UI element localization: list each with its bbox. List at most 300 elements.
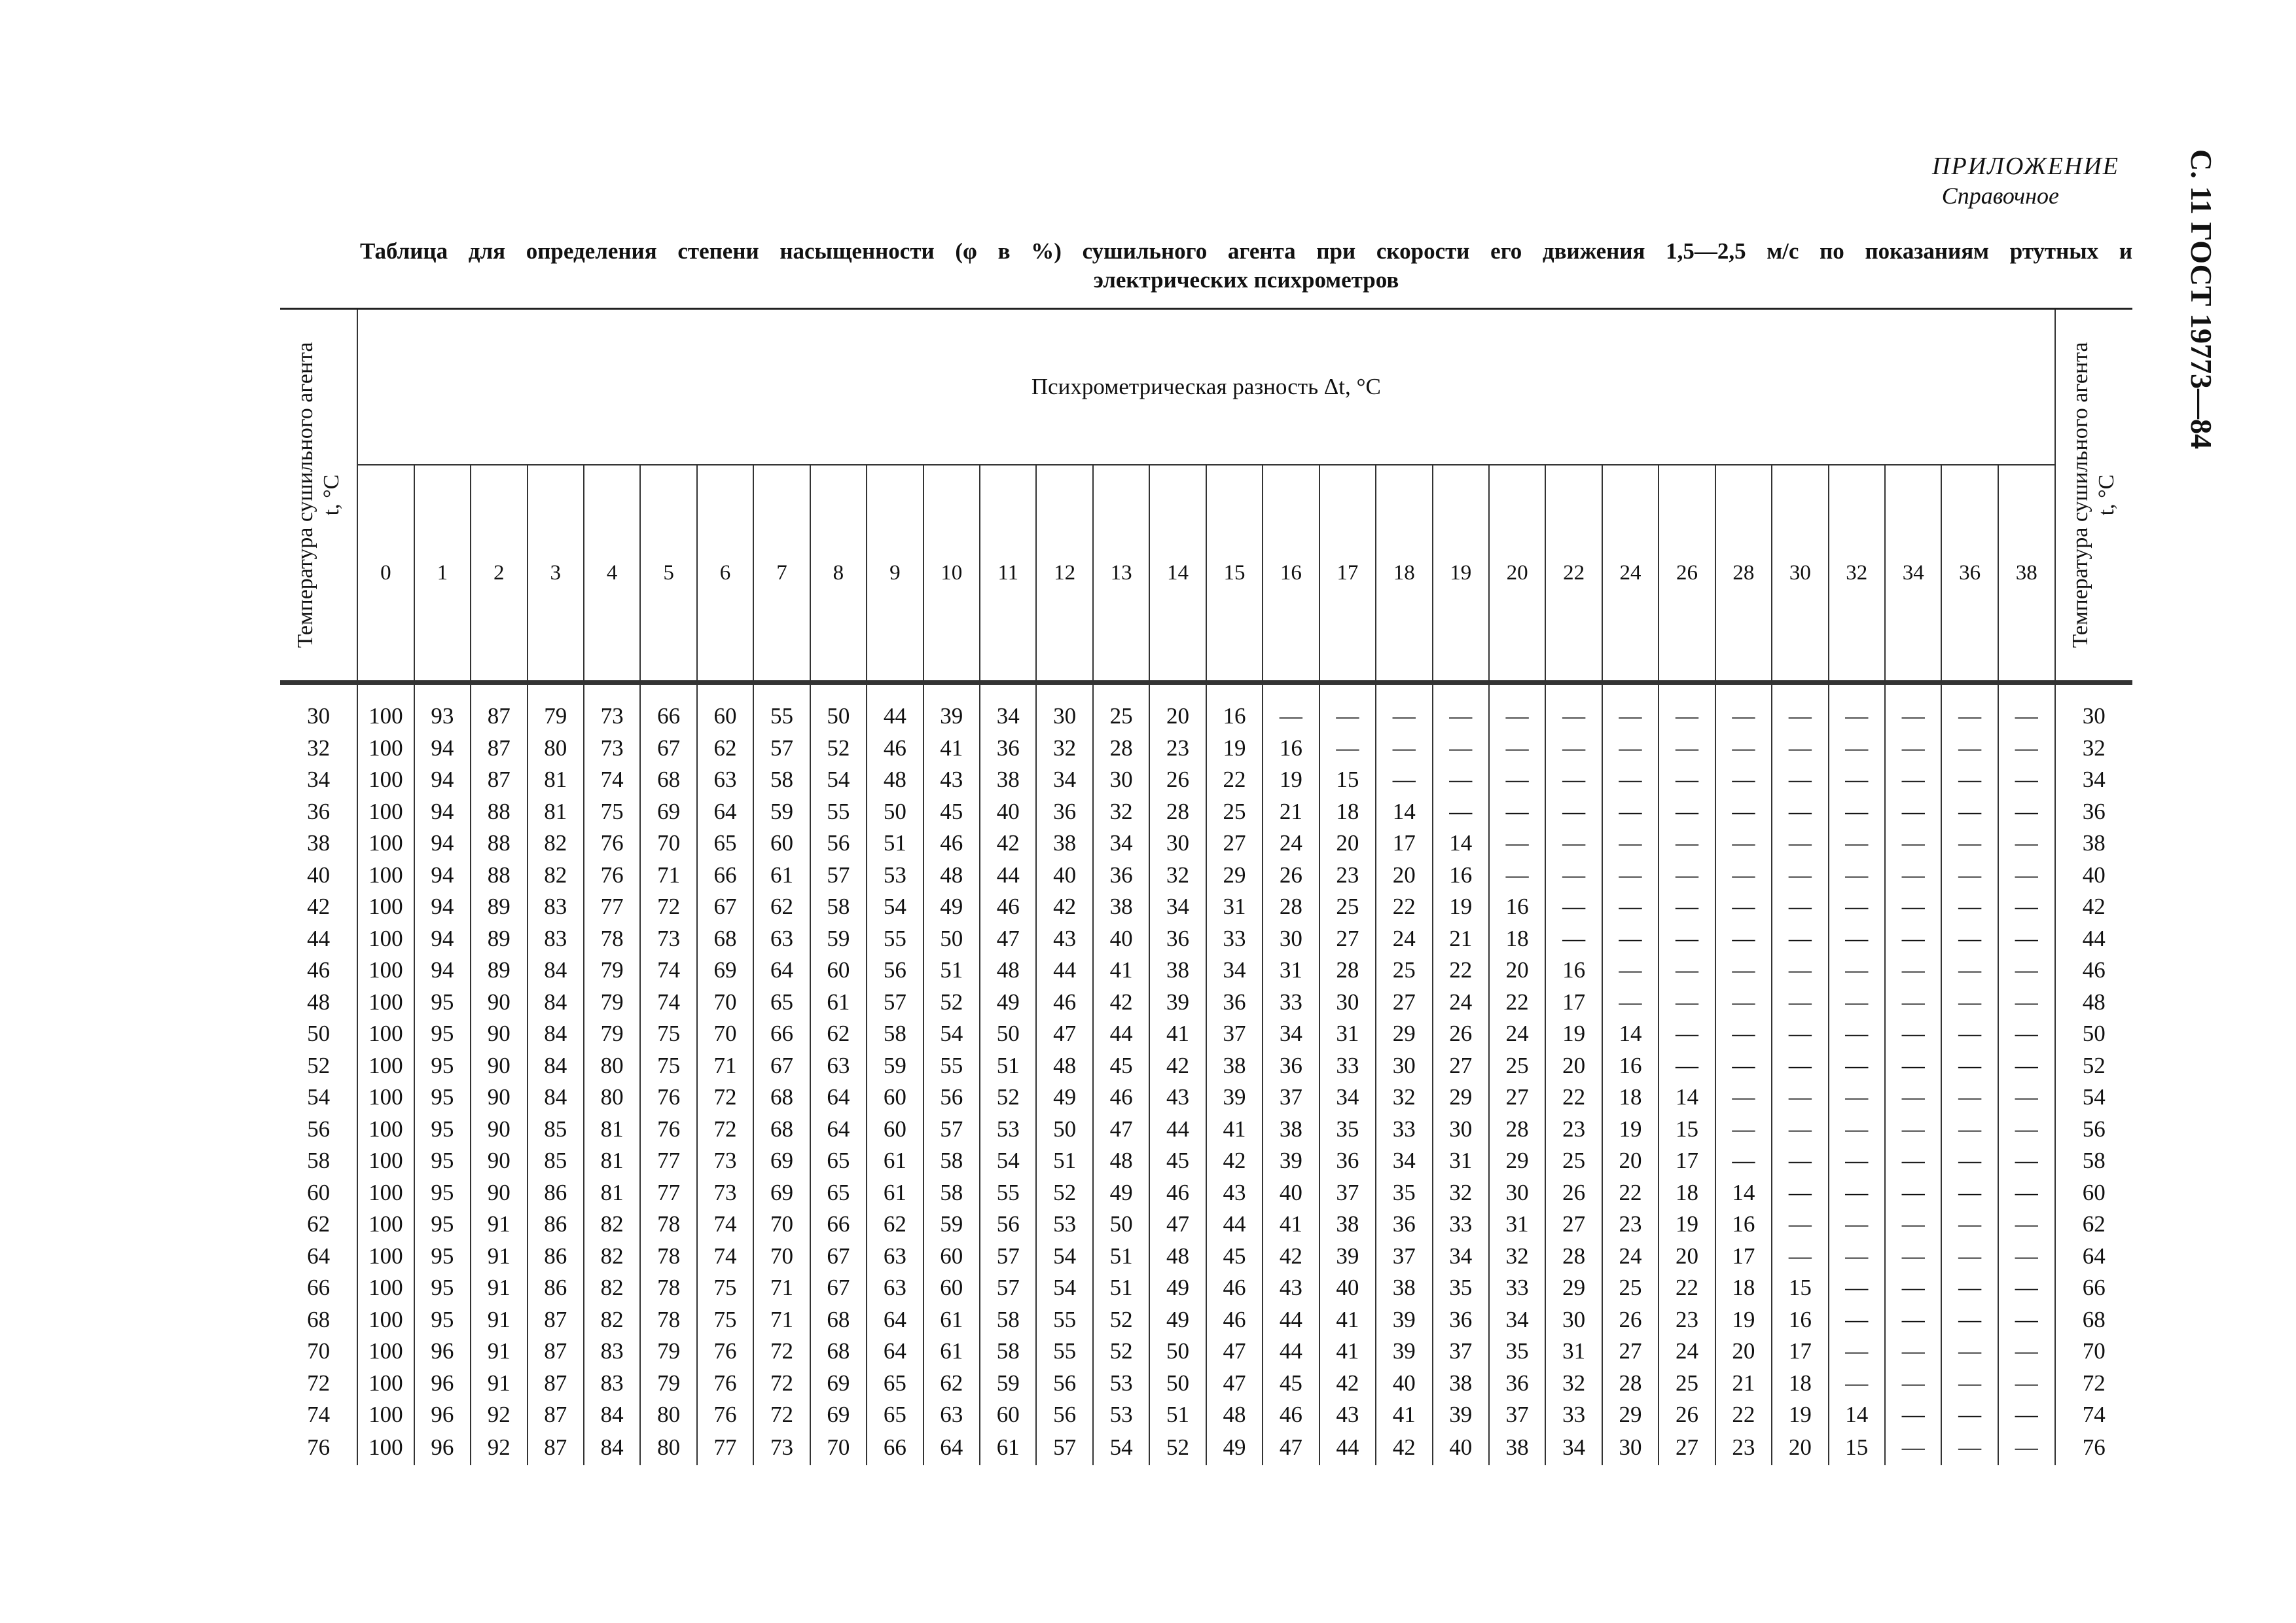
table-cell: 29 <box>1602 1399 1659 1431</box>
table-cell: — <box>1941 1145 1998 1177</box>
table-row <box>280 1050 2132 1082</box>
table-cell: 66 <box>697 860 753 892</box>
table-cell: 85 <box>528 1145 584 1177</box>
table-cell: 23 <box>1659 1304 1715 1336</box>
table-cell: 70 <box>753 1241 810 1273</box>
table-cell: 83 <box>528 891 584 923</box>
table-cell: 94 <box>414 796 471 828</box>
table-cell: 46 <box>867 733 923 765</box>
table-cell: 77 <box>640 1145 696 1177</box>
table-cell: 100 <box>357 1431 414 1465</box>
table-cell: 25 <box>1602 1272 1659 1304</box>
table-cell: 82 <box>584 1241 640 1273</box>
table-cell: 84 <box>528 987 584 1019</box>
table-cell: 49 <box>980 987 1036 1019</box>
table-cell: — <box>1489 764 1545 796</box>
table-cell: — <box>1772 923 1828 955</box>
table-cell: 38 <box>1376 1272 1432 1304</box>
table-cell: 87 <box>528 1399 584 1431</box>
table-cell: 55 <box>867 923 923 955</box>
table-cell: 29 <box>1489 1145 1545 1177</box>
column-header: 18 <box>1376 465 1432 683</box>
table-cell: — <box>1489 828 1545 860</box>
row-temperature-right: 54 <box>2055 1082 2132 1114</box>
table-cell: 25 <box>1659 1368 1715 1400</box>
column-header: 30 <box>1772 465 1828 683</box>
table-cell: 18 <box>1772 1368 1828 1400</box>
table-cell: 44 <box>1319 1431 1376 1465</box>
table-cell: — <box>1885 1177 1941 1209</box>
table-cell: 79 <box>640 1368 696 1400</box>
table-cell: 22 <box>1602 1177 1659 1209</box>
table-cell: 76 <box>697 1399 753 1431</box>
table-cell: — <box>1998 683 2055 733</box>
row-temperature-right: 70 <box>2055 1336 2132 1368</box>
table-cell: 96 <box>414 1336 471 1368</box>
table-cell: 72 <box>697 1082 753 1114</box>
row-temperature-left: 76 <box>307 1434 331 1461</box>
table-cell: 86 <box>528 1272 584 1304</box>
table-cell: — <box>1772 891 1828 923</box>
table-cell: 53 <box>1093 1368 1149 1400</box>
table-cell: 60 <box>753 828 810 860</box>
table-cell: 100 <box>357 923 414 955</box>
table-cell: — <box>1998 987 2055 1019</box>
table-cell: 59 <box>867 1050 923 1082</box>
row-temperature-right: 74 <box>2055 1399 2132 1431</box>
table-cell: 75 <box>697 1272 753 1304</box>
table-cell: — <box>1602 733 1659 765</box>
table-cell: 25 <box>1319 891 1376 923</box>
table-cell: 54 <box>867 891 923 923</box>
table-cell: 42 <box>1149 1050 1206 1082</box>
table-cell: 35 <box>1433 1272 1489 1304</box>
table-cell: 50 <box>980 1018 1036 1050</box>
table-cell: 95 <box>414 1114 471 1146</box>
column-header: 13 <box>1093 465 1149 683</box>
table-cell: 73 <box>753 1431 810 1465</box>
table-cell: 40 <box>1263 1177 1319 1209</box>
table-cell: 32 <box>1489 1241 1545 1273</box>
table-cell: 61 <box>810 987 867 1019</box>
table-cell: 50 <box>810 683 867 733</box>
table-cell: — <box>1545 733 1602 765</box>
table-cell: 77 <box>584 891 640 923</box>
table-cell: 77 <box>640 1177 696 1209</box>
appendix-subtitle: Справочное <box>1941 183 2059 209</box>
table-cell: 15 <box>1659 1114 1715 1146</box>
table-cell: — <box>1829 987 1885 1019</box>
column-header: 19 <box>1433 465 1489 683</box>
table-cell: — <box>1772 1050 1828 1082</box>
table-cell: 22 <box>1489 987 1545 1019</box>
table-cell: 50 <box>1036 1114 1092 1146</box>
table-cell: 18 <box>1715 1272 1772 1304</box>
table-cell: 59 <box>924 1209 980 1241</box>
table-cell: 28 <box>1149 796 1206 828</box>
table-cell: 63 <box>810 1050 867 1082</box>
table-cell: 31 <box>1263 955 1319 987</box>
table-cell: — <box>1772 1082 1828 1114</box>
table-cell: 83 <box>528 923 584 955</box>
table-cell: — <box>1885 683 1941 733</box>
table-cell: 24 <box>1489 1018 1545 1050</box>
table-cell: 74 <box>584 764 640 796</box>
table-cell: 73 <box>640 923 696 955</box>
table-cell: 27 <box>1433 1050 1489 1082</box>
table-cell: 43 <box>1036 923 1092 955</box>
table-cell: 71 <box>640 860 696 892</box>
table-cell: 34 <box>1319 1082 1376 1114</box>
table-cell: 88 <box>471 796 527 828</box>
table-cell: — <box>1772 764 1828 796</box>
table-cell: 53 <box>1036 1209 1092 1241</box>
table-cell: — <box>1829 1209 1885 1241</box>
table-cell: 40 <box>980 796 1036 828</box>
table-cell: — <box>1998 1241 2055 1273</box>
row-temperature-left: 34 <box>307 767 331 792</box>
table-cell: 18 <box>1602 1082 1659 1114</box>
row-temperature-left: 66 <box>307 1275 331 1300</box>
table-cell: 37 <box>1319 1177 1376 1209</box>
table-cell: 22 <box>1433 955 1489 987</box>
table-cell: 68 <box>810 1336 867 1368</box>
table-cell: 74 <box>640 987 696 1019</box>
table-cell: — <box>1715 1050 1772 1082</box>
table-cell: 79 <box>584 955 640 987</box>
table-cell: 70 <box>697 1018 753 1050</box>
table-cell: 31 <box>1433 1145 1489 1177</box>
table-cell: 16 <box>1206 683 1263 733</box>
table-cell: 20 <box>1319 828 1376 860</box>
table-cell: 57 <box>867 987 923 1019</box>
table-cell: 100 <box>357 860 414 892</box>
table-cell: 67 <box>810 1272 867 1304</box>
table-cell: — <box>1829 1272 1885 1304</box>
table-cell: 96 <box>414 1368 471 1400</box>
table-cell: 72 <box>753 1368 810 1400</box>
table-cell: — <box>1885 923 1941 955</box>
table-cell: 16 <box>1263 733 1319 765</box>
row-temperature-right: 42 <box>2055 891 2132 923</box>
table-cell: 69 <box>697 955 753 987</box>
row-temperature-right: 44 <box>2055 923 2132 955</box>
table-cell: 34 <box>1036 764 1092 796</box>
table-cell: 95 <box>414 1272 471 1304</box>
table-cell: 62 <box>697 733 753 765</box>
table-cell: 24 <box>1376 923 1432 955</box>
table-cell: 39 <box>1319 1241 1376 1273</box>
table-cell: 30 <box>1489 1177 1545 1209</box>
row-temperature-left: 60 <box>307 1179 331 1205</box>
table-cell: — <box>1829 1241 1885 1273</box>
row-temperature-left: 50 <box>307 1021 331 1046</box>
table-cell: — <box>1715 987 1772 1019</box>
row-temperature-left: 68 <box>307 1306 331 1332</box>
table-cell: 42 <box>1093 987 1149 1019</box>
row-temperature-right: 32 <box>2055 733 2132 765</box>
table-cell: 53 <box>980 1114 1036 1146</box>
table-cell: — <box>1829 764 1885 796</box>
table-cell: 94 <box>414 764 471 796</box>
table-cell: — <box>1885 764 1941 796</box>
table-cell: 20 <box>1376 860 1432 892</box>
row-temperature-right: 72 <box>2055 1368 2132 1400</box>
table-cell: 25 <box>1489 1050 1545 1082</box>
table-cell: 32 <box>1036 733 1092 765</box>
table-cell: 46 <box>980 891 1036 923</box>
table-cell: — <box>1885 1082 1941 1114</box>
table-cell: — <box>1941 1336 1998 1368</box>
table-cell: — <box>1715 1082 1772 1114</box>
table-cell: 38 <box>1206 1050 1263 1082</box>
table-cell: 80 <box>640 1431 696 1465</box>
table-row <box>280 1272 2132 1304</box>
table-cell: — <box>1885 796 1941 828</box>
table-cell: — <box>1998 1018 2055 1050</box>
column-header: 15 <box>1206 465 1263 683</box>
table-cell: 38 <box>1263 1114 1319 1146</box>
table-cell: 44 <box>1036 955 1092 987</box>
table-cell: 22 <box>1545 1082 1602 1114</box>
column-header: 20 <box>1489 465 1545 683</box>
table-row <box>280 764 2132 796</box>
table-cell: 87 <box>471 764 527 796</box>
table-cell: 65 <box>810 1145 867 1177</box>
table-cell: — <box>1885 733 1941 765</box>
table-cell: 64 <box>867 1336 923 1368</box>
table-cell: 100 <box>357 1399 414 1431</box>
table-cell: 33 <box>1206 923 1263 955</box>
table-cell: 24 <box>1659 1336 1715 1368</box>
table-cell: 27 <box>1319 923 1376 955</box>
table-cell: 56 <box>1036 1399 1092 1431</box>
table-cell: 72 <box>640 891 696 923</box>
row-temperature-left: 30 <box>280 683 357 733</box>
table-cell: 70 <box>753 1209 810 1241</box>
table-cell: 64 <box>867 1304 923 1336</box>
table-cell: 43 <box>1206 1177 1263 1209</box>
table-cell: — <box>1941 1399 1998 1431</box>
table-cell: — <box>1829 828 1885 860</box>
column-header: 14 <box>1149 465 1206 683</box>
table-cell: 56 <box>810 828 867 860</box>
table-cell: 66 <box>753 1018 810 1050</box>
table-cell: 89 <box>471 923 527 955</box>
table-cell: 55 <box>753 683 810 733</box>
table-cell: 45 <box>1263 1368 1319 1400</box>
table-cell: 20 <box>1659 1241 1715 1273</box>
table-cell: — <box>1772 1241 1828 1273</box>
table-cell: 62 <box>753 891 810 923</box>
table-cell: 58 <box>753 764 810 796</box>
table-cell: — <box>1659 764 1715 796</box>
row-temperature-left: 32 <box>307 735 331 761</box>
table-cell: — <box>1489 860 1545 892</box>
table-cell: 40 <box>1376 1368 1432 1400</box>
table-cell: 100 <box>357 1018 414 1050</box>
table-cell: 84 <box>528 1050 584 1082</box>
table-cell: 58 <box>924 1177 980 1209</box>
table-cell: 29 <box>1433 1082 1489 1114</box>
table-cell: 38 <box>1433 1368 1489 1400</box>
table-cell: 23 <box>1715 1431 1772 1465</box>
table-cell: 76 <box>584 860 640 892</box>
table-cell: — <box>1602 828 1659 860</box>
table-cell: 80 <box>640 1399 696 1431</box>
table-cell: 48 <box>924 860 980 892</box>
table-row <box>280 1114 2132 1146</box>
table-cell: 28 <box>1489 1114 1545 1146</box>
table-cell: 49 <box>1036 1082 1092 1114</box>
row-temperature-right: 40 <box>2055 860 2132 892</box>
table-cell: 24 <box>1602 1241 1659 1273</box>
table-cell: — <box>1715 1145 1772 1177</box>
row-temperature-left: 46 <box>307 957 331 983</box>
table-cell: — <box>1376 733 1432 765</box>
table-cell: — <box>1829 683 1885 733</box>
table-cell: 71 <box>753 1304 810 1336</box>
table-cell: 15 <box>1319 764 1376 796</box>
table-cell: 24 <box>1433 987 1489 1019</box>
table-cell: — <box>1829 1145 1885 1177</box>
table-cell: 19 <box>1772 1399 1828 1431</box>
table-cell: — <box>1941 1082 1998 1114</box>
column-header: 6 <box>697 465 753 683</box>
table-cell: 100 <box>357 1304 414 1336</box>
table-cell: 31 <box>1206 891 1263 923</box>
table-cell: — <box>1263 683 1319 733</box>
table-cell: — <box>1829 860 1885 892</box>
column-header: 3 <box>528 465 584 683</box>
table-cell: — <box>1829 1304 1885 1336</box>
table-cell: — <box>1659 796 1715 828</box>
table-cell: 75 <box>640 1050 696 1082</box>
table-cell: — <box>1545 796 1602 828</box>
table-cell: — <box>1998 1431 2055 1465</box>
table-cell: — <box>1941 955 1998 987</box>
table-cell: 65 <box>867 1399 923 1431</box>
table-cell: 75 <box>697 1304 753 1336</box>
appendix-title: ПРИЛОЖЕНИЕ <box>1932 153 2119 180</box>
table-cell: 40 <box>1433 1431 1489 1465</box>
table-row <box>280 1145 2132 1177</box>
table-cell: 46 <box>1206 1272 1263 1304</box>
table-cell: 31 <box>1319 1018 1376 1050</box>
table-cell: 74 <box>697 1241 753 1273</box>
table-cell: 100 <box>357 1368 414 1400</box>
table-cell: — <box>1319 683 1376 733</box>
table-cell: 91 <box>471 1304 527 1336</box>
row-header-right <box>2055 309 2132 683</box>
table-cell: 70 <box>810 1431 867 1465</box>
table-cell: — <box>1941 1272 1998 1304</box>
table-cell: 47 <box>980 923 1036 955</box>
table-cell: 74 <box>697 1209 753 1241</box>
table-cell: 41 <box>1093 955 1149 987</box>
table-cell: 64 <box>697 796 753 828</box>
table-cell: 85 <box>528 1114 584 1146</box>
table-cell: 57 <box>980 1241 1036 1273</box>
table-cell: 27 <box>1659 1431 1715 1465</box>
table-cell: 14 <box>1829 1399 1885 1431</box>
table-cell: 36 <box>1036 796 1092 828</box>
table-cell: 34 <box>1489 1304 1545 1336</box>
table-cell: — <box>1659 683 1715 733</box>
table-cell: 45 <box>1149 1145 1206 1177</box>
table-cell: 46 <box>1036 987 1092 1019</box>
table-cell: 55 <box>980 1177 1036 1209</box>
table-cell: — <box>1659 828 1715 860</box>
table-cell: 34 <box>1093 828 1149 860</box>
table-cell: — <box>1545 891 1602 923</box>
row-header-left-text: Температура сушильного агента t, °С <box>293 342 344 648</box>
table-cell: 28 <box>1545 1241 1602 1273</box>
table-cell: 67 <box>640 733 696 765</box>
table-cell: 87 <box>528 1304 584 1336</box>
table-cell: — <box>1772 1018 1828 1050</box>
table-cell: 49 <box>1093 1177 1149 1209</box>
table-cell: 50 <box>867 796 923 828</box>
table-cell: 29 <box>1206 860 1263 892</box>
row-header-right-text: Температура сушильного агента t, °С <box>2068 342 2119 648</box>
table-cell: 77 <box>697 1431 753 1465</box>
table-cell: — <box>1829 1082 1885 1114</box>
table-cell: 64 <box>810 1082 867 1114</box>
table-cell: — <box>1715 860 1772 892</box>
table-cell: — <box>1715 733 1772 765</box>
table-cell: 54 <box>980 1145 1036 1177</box>
row-temperature-left: 38 <box>307 830 331 856</box>
table-row <box>280 987 2132 1019</box>
table-cell: 76 <box>697 1368 753 1400</box>
table-cell: 44 <box>1149 1114 1206 1146</box>
table-row <box>280 1336 2132 1368</box>
table-cell: 78 <box>640 1304 696 1336</box>
table-cell: 14 <box>1659 1082 1715 1114</box>
column-header: 12 <box>1036 465 1092 683</box>
table-row <box>280 1431 2132 1465</box>
table-cell: 49 <box>1206 1431 1263 1465</box>
table-cell: 19 <box>1545 1018 1602 1050</box>
table-cell: 34 <box>1149 891 1206 923</box>
table-cell: — <box>1941 683 1998 733</box>
table-cell: 100 <box>357 987 414 1019</box>
table-cell: 25 <box>1093 683 1149 733</box>
table-cell: 95 <box>414 1209 471 1241</box>
table-cell: — <box>1829 1368 1885 1400</box>
table-cell: 34 <box>980 683 1036 733</box>
table-cell: 57 <box>1036 1431 1092 1465</box>
table-cell: 33 <box>1263 987 1319 1019</box>
table-cell: — <box>1885 1399 1941 1431</box>
row-temperature-left: 64 <box>307 1243 331 1269</box>
table-cell: 71 <box>697 1050 753 1082</box>
table-cell: 61 <box>753 860 810 892</box>
table-row <box>280 891 2132 923</box>
table-cell: 57 <box>753 733 810 765</box>
row-temperature-left: 52 <box>307 1052 331 1078</box>
table-cell: 95 <box>414 1145 471 1177</box>
table-cell: 51 <box>924 955 980 987</box>
table-cell: 79 <box>528 683 584 733</box>
table-cell: 100 <box>357 796 414 828</box>
table-cell: 21 <box>1263 796 1319 828</box>
row-temperature-right: 30 <box>2055 683 2132 733</box>
table-cell: — <box>1772 955 1828 987</box>
table-cell: 91 <box>471 1336 527 1368</box>
table-cell: 68 <box>640 764 696 796</box>
